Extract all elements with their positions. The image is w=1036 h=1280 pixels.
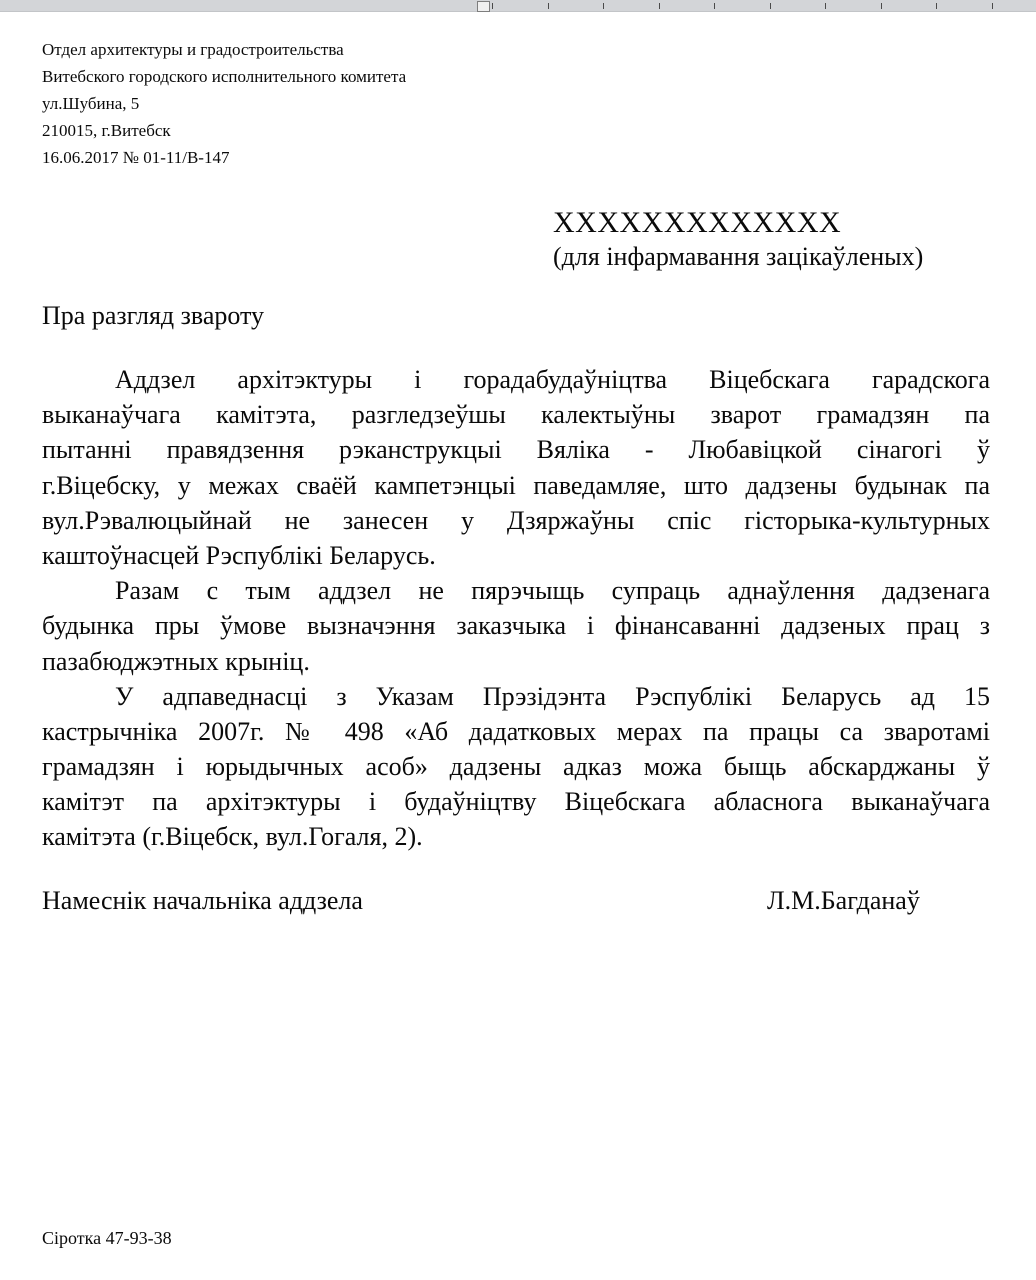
ruler-tick (714, 3, 715, 9)
sender-block (42, 36, 406, 171)
ruler-tick (492, 3, 493, 9)
body-line: будынка пры ўмове вызначэння заказчыка і фінансаванні дадзеных прац з (42, 611, 990, 641)
body-line: кастрычніка 2007г. № 498 «Аб дадатковых мерах па працы са зваротамі (42, 716, 990, 746)
body-line: каштоўнасцей Рэспублікі Беларусь. (42, 540, 436, 570)
body-line: г.Віцебску, у межах сваёй кампетэнцыі паведамляе, што дадзены будынак па (42, 470, 990, 500)
body-line: Аддзел архітэктуры і горадабудаўніцтва Віцебскага гарадскога (115, 365, 990, 394)
ruler-tick (936, 3, 937, 9)
sender-line: ул.Шубина, 5 (42, 94, 140, 113)
recipient-block (553, 205, 923, 273)
body-line: Разам с тым аддзел не пярэчыщь супраць аднаўлення дадзенага (115, 576, 990, 606)
ruler-tick (825, 3, 826, 9)
ruler-tick (770, 3, 771, 9)
sender-line: Отдел архитектуры и градостроительства (42, 40, 344, 59)
body-line: пазабюджэтных крыніц. (42, 646, 310, 676)
ruler-tick (659, 3, 660, 9)
body-line: У адпаведнасці з Указам Прэзідэнта Рэспублікі Беларусь ад 15 (115, 681, 990, 711)
body-line: камітэт па архітэктуры і будаўніцтву Віцебскага абласнога выканаўчага (42, 787, 990, 817)
body-line: грамадзян і юрыдычных асоб» дадзены адказ можа быщь абскарджаны ў (42, 752, 990, 782)
signature-row (42, 886, 990, 916)
ruler-tick (992, 3, 993, 9)
ruler-tick (881, 3, 882, 9)
ruler-tick (548, 3, 549, 9)
letter-body (42, 362, 990, 855)
executor-contact: Сіротка 47-93-38 (42, 1228, 172, 1248)
recipient-note: (для інфармавання зацікаўленых) (553, 242, 924, 271)
tab-stop-box[interactable] (477, 1, 490, 12)
sender-line: 16.06.2017 № 01-11/В-147 (42, 148, 230, 167)
body-line: вул.Рэвалюцыйнай не занесен у Дзяржаўны спіс гісторыка-культурных (42, 505, 990, 535)
recipient-placeholder: ХХХХХХХХХХХХХ (553, 206, 842, 239)
ruler-tick (603, 3, 604, 9)
sender-line: Витебского городского исполнительного комитета (42, 67, 407, 86)
body-line: пытанні правядзення рэканструкцыі Вяліка - Любавіцкой сінагогі ў (42, 435, 990, 465)
body-line: камітэта (г.Віцебск, вул.Гогаля, 2). (42, 822, 423, 852)
subject-line: Пра разгляд звароту (42, 301, 265, 330)
signature-title: Намеснік начальніка аддзела (42, 886, 363, 915)
body-line: выканаўчага камітэта, разгледзеўшы калектыўны зварот грамадзян па (42, 400, 990, 430)
sender-line: 210015, г.Витебск (42, 121, 171, 140)
signature-name: Л.М.Багданаў (767, 886, 920, 915)
ruler-bar[interactable] (0, 0, 1036, 12)
